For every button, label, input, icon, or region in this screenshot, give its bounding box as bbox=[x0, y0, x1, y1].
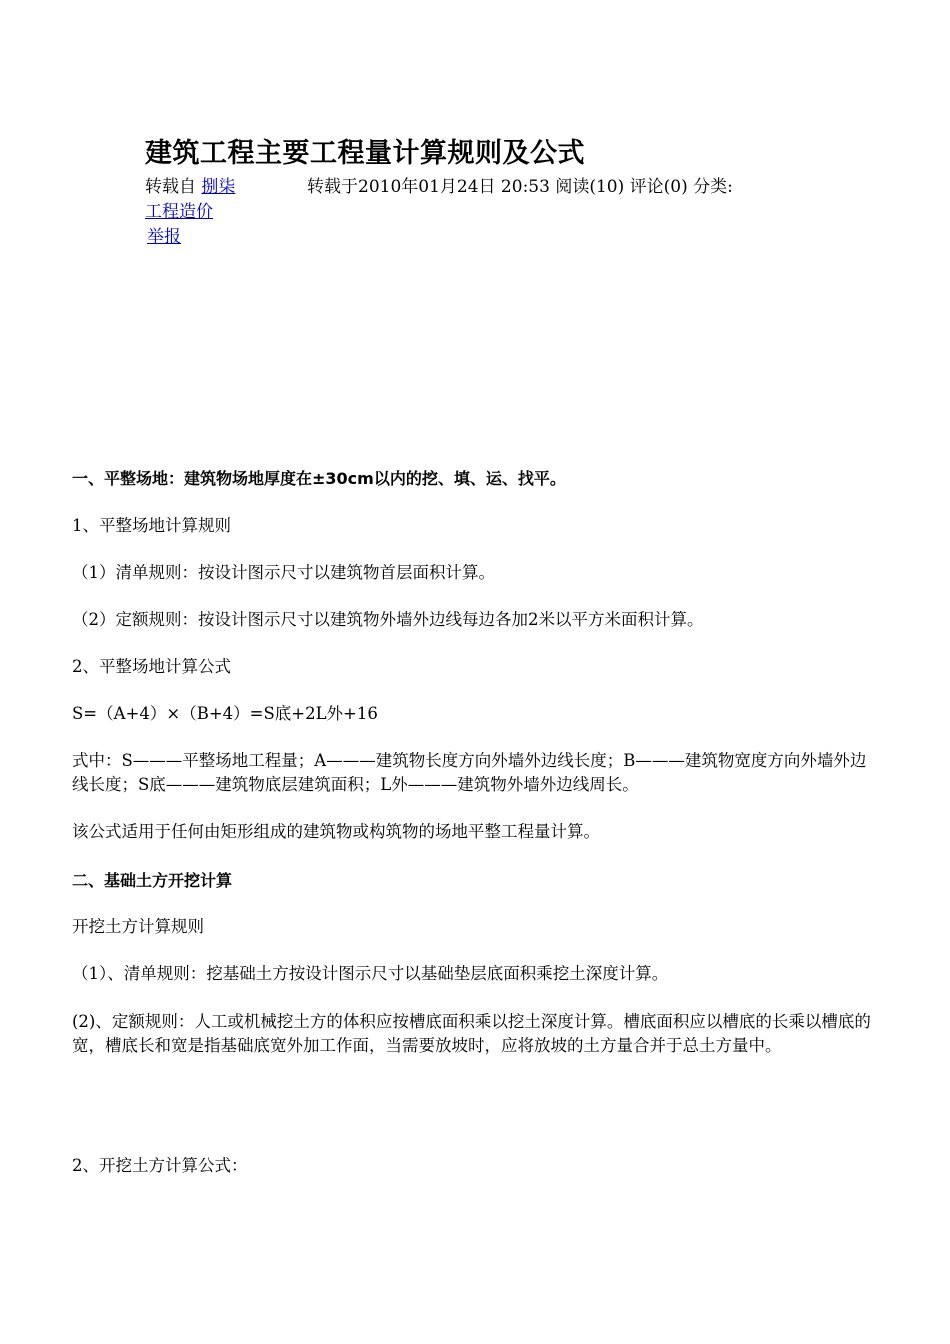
source-line bbox=[145, 175, 235, 199]
section-2-rule-1: （1）、清单规则：挖基础土方按设计图示尺寸以基础垫层底面积乘挖土深度计算。 bbox=[72, 964, 669, 983]
section-2-rule-title: 开挖土方计算规则 bbox=[72, 917, 204, 936]
section-1-explanation: 式中：S———平整场地工程量；A———建筑物长度方向外墙外边线长度；B———建筑物宽度方向外墙外边线长度；S底———建筑物底层建筑面积；L外———建筑物外墙外边线周长。 bbox=[72, 751, 867, 794]
article-title: 建筑工程主要工程量计算规则及公式 bbox=[145, 138, 585, 169]
source-author-link[interactable]: 捌柒 bbox=[201, 177, 236, 197]
section-2-formula-title: 2、开挖土方计算公式： bbox=[72, 1156, 248, 1175]
section-1-rule-2: （2）定额规则：按设计图示尺寸以建筑物外墙外边线每边各加2米以平方米面积计算。 bbox=[72, 610, 704, 629]
section-1-formula: S=（A+4）×（B+4）=S底+2L外+16 bbox=[72, 704, 378, 723]
section-2-rule-2: (2)、定额规则：人工或机械挖土方的体积应按槽底面积乘以挖土深度计算。槽底面积应以槽底的长乘以槽底的宽，槽底长和宽是指基础底宽外加工作面，当需要放坡时，应将放坡的土方量合并于总土方量中。 bbox=[72, 1012, 871, 1055]
report-link[interactable]: 举报 bbox=[147, 227, 181, 247]
category-line bbox=[145, 200, 213, 224]
section-2-heading: 二、基础土方开挖计算 bbox=[72, 871, 233, 890]
report-line bbox=[147, 225, 181, 249]
section-1-rule-title: 1、平整场地计算规则 bbox=[72, 516, 231, 535]
section-1-note: 该公式适用于任何由矩形组成的建筑物或构筑物的场地平整工程量计算。 bbox=[72, 822, 600, 841]
category-link[interactable]: 工程造价 bbox=[145, 202, 213, 222]
source-prefix: 转载自 bbox=[145, 177, 196, 197]
repost-info: 转载于2010年01月24日 20:53 阅读(10) 评论(0) 分类: bbox=[307, 177, 733, 197]
section-1-formula-title: 2、平整场地计算公式 bbox=[72, 657, 231, 676]
section-1-rule-1: （1）清单规则：按设计图示尺寸以建筑物首层面积计算。 bbox=[72, 563, 495, 582]
section-1-heading: 一、平整场地：建筑物场地厚度在±30cm以内的挖、填、运、找平。 bbox=[72, 469, 566, 488]
